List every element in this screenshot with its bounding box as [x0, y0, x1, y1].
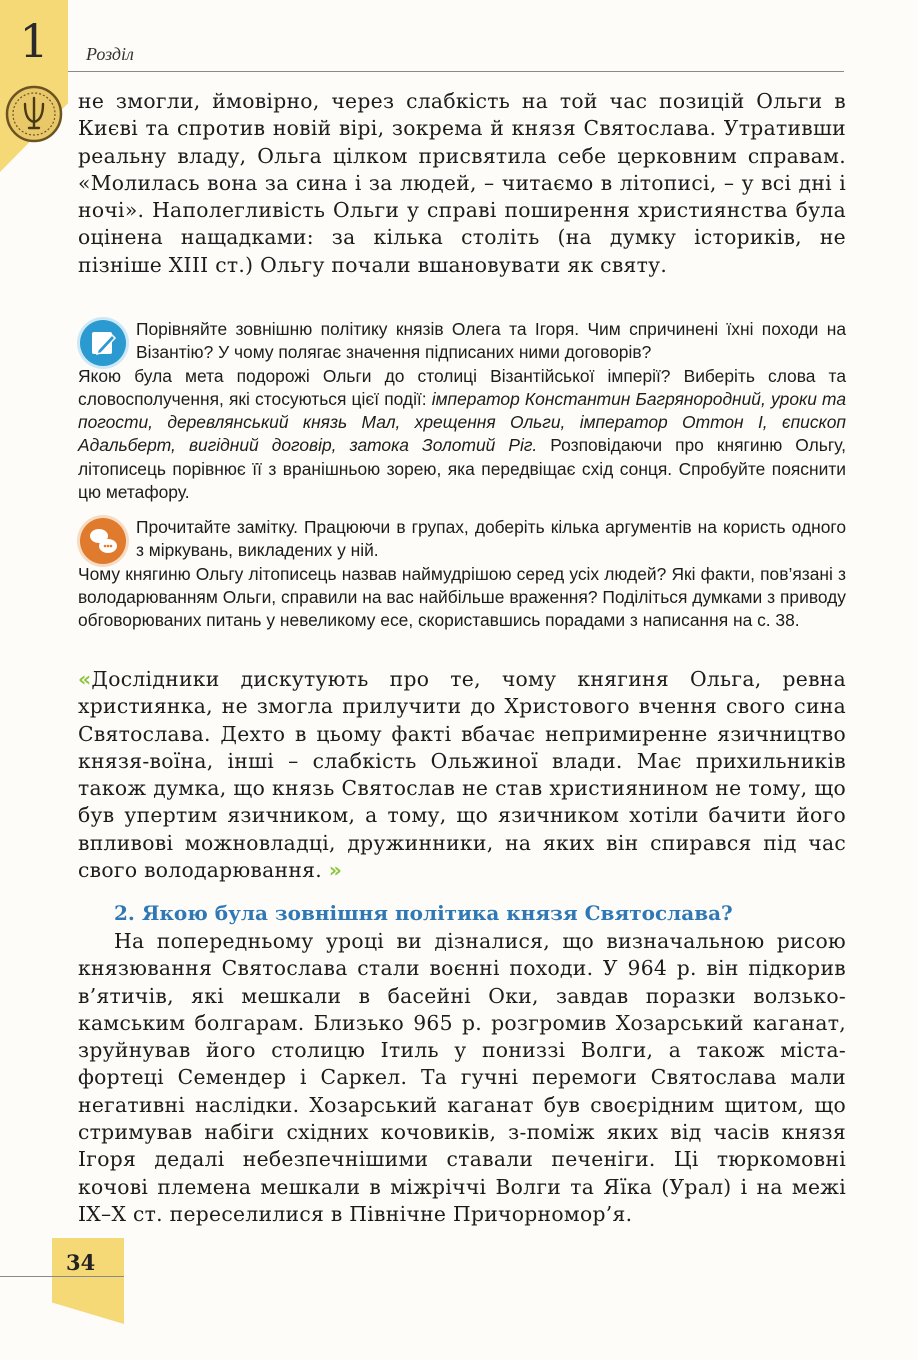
paragraph-text: не змогли, ймовірно, через слабкість на той час позицій Ольги в Києві та спротив новій вірі, зокрема й князя Святослава. Утративши реальну владу, Ольга цілком присвятила себе церковним справам. «Молилась вона за сина і за людей, – читаємо в літописі, – у всі дні і ночі». Наполегливість Ольги у справі поширення християнства була оцінена нащадками: за кілька століть (на думку істориків, не пізніше XIII ст.) Ольгу почали вшановувати як святу. — [78, 89, 846, 277]
section-heading: 2. Якою була зовнішня політика князя Святослава? — [114, 901, 733, 925]
paragraph-text: На попередньому уроці ви дізналися, що визначальною рисою князювання Святослава стали воєнні походи. У 964 р. він підкорив в’ятичів, які мешкали в басейні Оки, завдав поразки волзько-камським болгарам. Близько 965 р. розгромив Хозарський каганат, зруйнував його столицю Ітиль у пониззі Волги, а також міста-фортеці Семендер і Саркел. Та гучні перемоги Святослава мали негативні наслідки. Хозарський каганат був своєрідним щитом, що стримував набіги східних кочовиків, з-поміж яких від часів князя Ігоря дедалі небезпечнішими ставали печеніги. Ці тюркомовні кочові племена мешкали в міжріччі Волги та Яїка (Урал) і на межі IX–X ст. переселилися в Північне Причорномор’я. — [78, 929, 846, 1226]
task-block-1 — [78, 318, 846, 504]
task2-lead: Прочитайте замітку. Працюючи в групах, доберіть кілька аргументів на користь одного з міркувань, викладених у ній. — [136, 517, 846, 561]
task1-terms: імператор Константин Багрянородний, уроки та погости, деревлянський князь Мал, хрещення Ольги, імператор Оттон I, єпископ Адальберт, вигідний договір, затока Золотий Ріг. — [78, 388, 846, 456]
chapter-number: 1 — [19, 14, 49, 68]
paragraph-olga-piety — [78, 88, 846, 279]
task-block-2 — [78, 516, 846, 632]
quote-open-mark: « — [78, 667, 92, 691]
task2-text: Чому княгиню Ольгу літописець назвав наймудрішою серед усіх людей? Які факти, пов’язані з володарюванням Ольги, справили на вас найбільше враження? Поділіться думками з приводу обговорюваних питань у невеликому есе, скориставшись порадами з написання на с. 38. — [78, 563, 846, 631]
task1-text2: Розповідаючи про княгиню Ольгу, літописець порівнює її з вранішньою зорею, яка передвіщає схід сонця. Спробуйте пояснити цю метафору. — [78, 435, 846, 503]
page-number: 34 — [66, 1250, 96, 1275]
header-rule — [68, 71, 844, 72]
task1-lead: Порівняйте зовнішню політику князів Олега та Ігоря. Чим спричинені їхні походи на Візантію? У чому полягає значення підписаних ними договорів? — [136, 319, 846, 363]
section-label: Розділ — [86, 44, 134, 64]
trident-coin-icon — [4, 84, 64, 144]
quote-text: Дослідники дискутують про те, чому княгиня Ольга, ревна християнка, не змогла прилучити до Христового вчення свого сина Святослава. Дехто в цьому факті вбачає непримиренне язичництво князя-воїна, інші – слабкість Ольжиної влади. Має прихильників також думка, що князь Святослав не став християнином не тому, що був упертим язичником, а тому, що язичником хотіли бачити його впливові можновладці, дружинники, на яких він спирався під час свого володарювання. — [78, 667, 846, 883]
historians-quote — [78, 666, 846, 884]
paragraph-sviatoslav-campaigns — [78, 928, 846, 1228]
quote-close-mark: » — [328, 858, 343, 883]
task1-text: Якою була мета подорожі Ольги до столиці Візантійської імперії? Виберіть слова та словосполучення, які стосуються цієї події: — [78, 365, 846, 409]
footer-rule — [0, 1276, 124, 1277]
